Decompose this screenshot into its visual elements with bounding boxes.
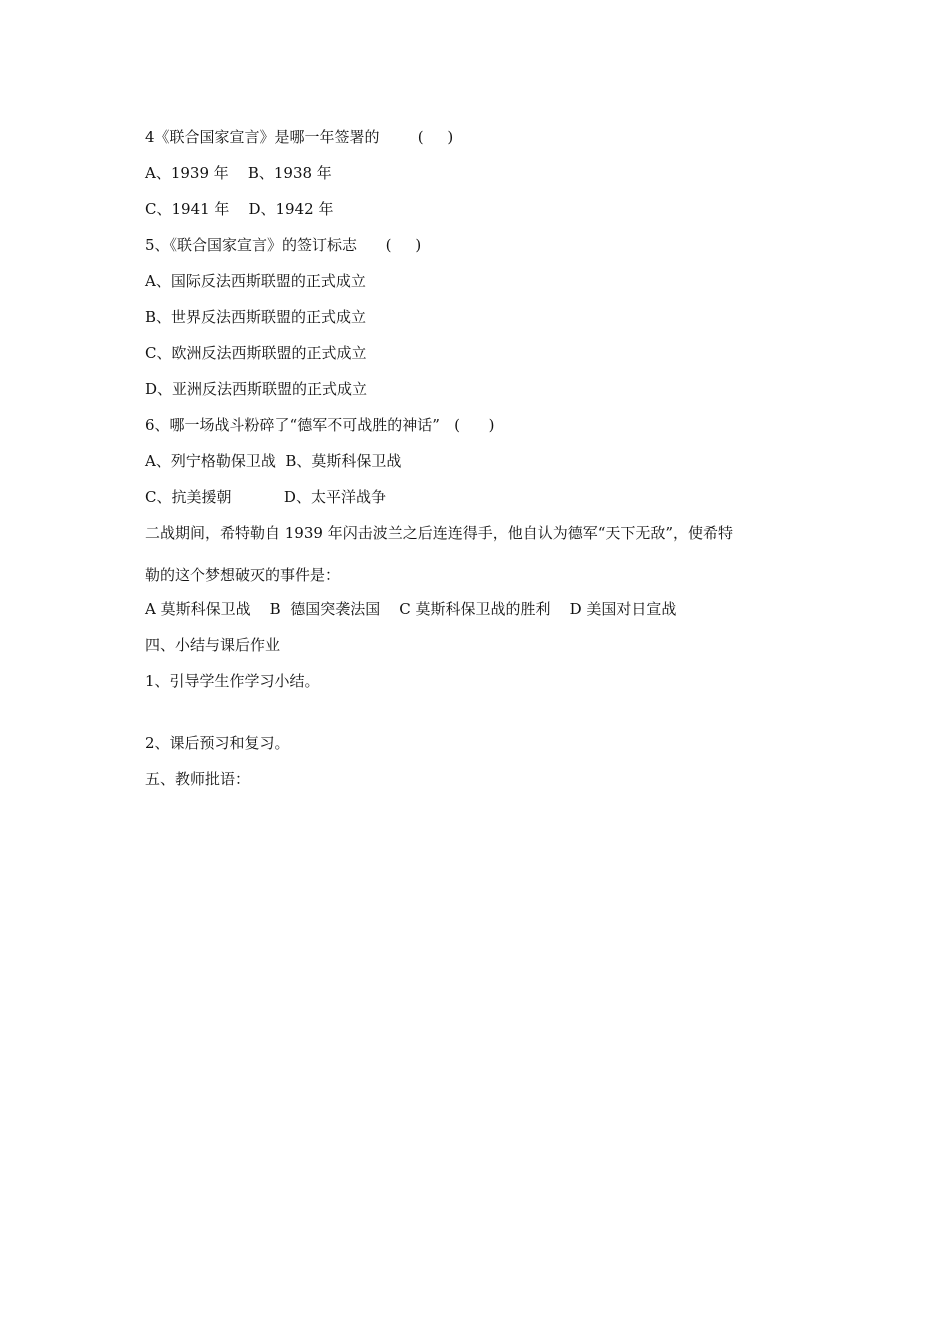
question-5-option-d: D、亚洲反法西斯联盟的正式成立 bbox=[145, 380, 368, 398]
question-4-text: 4《联合国家宣言》是哪一年签署的 ( ) bbox=[145, 128, 454, 146]
question-5-text: 5、《联合国家宣言》的签订标志 ( ) bbox=[145, 236, 422, 254]
question-7-line-2: 勒的这个梦想破灭的事件是： bbox=[145, 566, 341, 584]
question-5-option-a: A、国际反法西斯联盟的正式成立 bbox=[145, 272, 366, 290]
question-5-option-c: C、欧洲反法西斯联盟的正式成立 bbox=[145, 344, 367, 362]
question-7-text bbox=[145, 523, 815, 585]
question-5-option-b: B、世界反法西斯联盟的正式成立 bbox=[145, 308, 367, 326]
question-7-options: A 莫斯科保卫战 B 德国突袭法国 C 莫斯科保卫战的胜利 D 美国对日宣战 bbox=[145, 600, 677, 618]
question-6-options-ab: A、列宁格勒保卫战 B、莫斯科保卫战 bbox=[145, 452, 402, 470]
section-4-heading: 四、小结与课后作业 bbox=[145, 636, 281, 654]
question-6-text: 6、哪一场战斗粉碎了“德军不可战胜的神话” ( ) bbox=[145, 416, 495, 434]
question-4-options-cd: C、1941 年 D、1942 年 bbox=[145, 200, 334, 218]
section-5-heading: 五、教师批语： bbox=[145, 770, 251, 788]
question-6-options-cd: C、抗美援朝 D、太平洋战争 bbox=[145, 488, 386, 506]
section-4-item-1: 1、引导学生作学习小结。 bbox=[145, 672, 320, 690]
question-7-line-1: 二战期间，希特勒自 1939 年闪击波兰之后连连得手，他自认为德军“天下无敌”，使希特 bbox=[145, 524, 734, 542]
section-4-item-2: 2、课后预习和复习。 bbox=[145, 734, 290, 752]
question-4-options-ab: A、1939 年 B、1938 年 bbox=[145, 164, 332, 182]
